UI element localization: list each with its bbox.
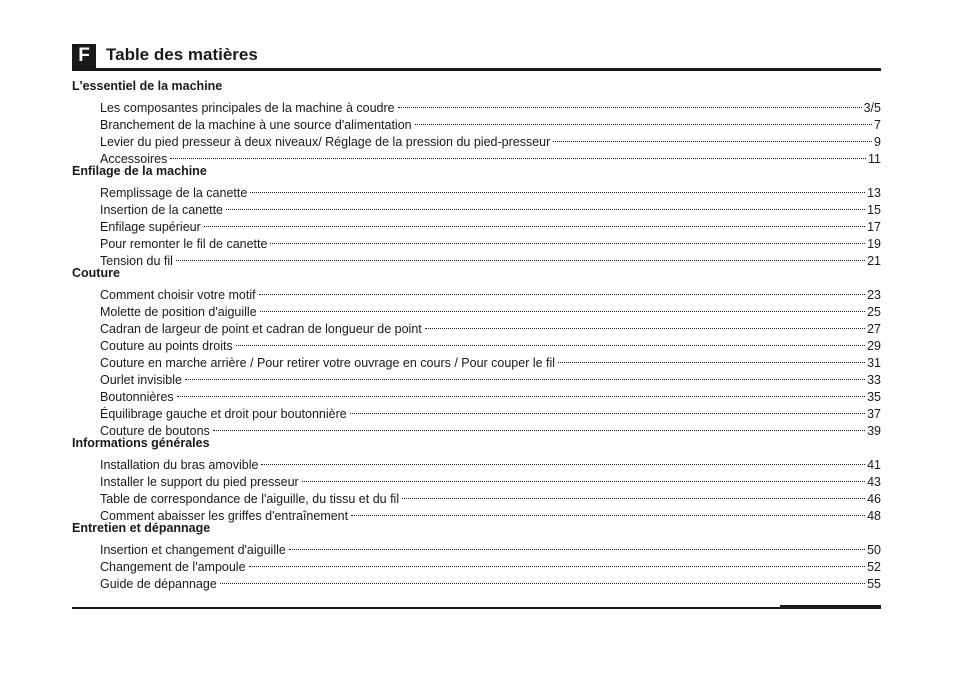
toc-entry-page: 3/5	[863, 101, 881, 115]
dot-leader	[226, 197, 865, 214]
toc-entry-label: Levier du pied presseur à deux niveaux/ Réglage de la pression du pied-presseur	[100, 135, 551, 149]
page-title: Table des matières	[106, 45, 258, 64]
dot-leader	[402, 486, 865, 503]
toc-entry-label: Enfilage supérieur	[100, 220, 201, 234]
dot-leader	[260, 299, 865, 316]
toc-entry-page: 15	[867, 203, 881, 217]
section-heading: L'essentiel de la machine	[72, 79, 223, 93]
toc-entry-label: Couture en marche arrière / Pour retirer votre ouvrage en cours / Pour couper le fil	[100, 356, 556, 370]
dot-leader	[249, 554, 866, 571]
toc-entry-page: 43	[867, 475, 881, 489]
toc-section	[72, 78, 881, 166]
toc-entry-page: 50	[867, 543, 881, 557]
toc-entry-page: 11	[868, 152, 881, 166]
section-heading: Informations générales	[72, 436, 210, 450]
toc-entry-page: 19	[867, 237, 881, 251]
toc-entry-page: 46	[867, 492, 881, 506]
dot-leader	[553, 129, 872, 146]
toc-entry-page: 7	[874, 118, 881, 132]
dot-leader	[302, 469, 865, 486]
toc-entry-page: 31	[867, 356, 881, 370]
toc-entry-page: 9	[874, 135, 881, 149]
toc-entry-label: Accessoires	[100, 152, 168, 166]
dot-leader	[177, 384, 865, 401]
toc-entry-page: 39	[867, 424, 881, 438]
dot-leader	[236, 333, 865, 350]
table-of-contents	[72, 78, 881, 591]
toc-entry-label: Tension du fil	[100, 254, 173, 268]
toc-section	[72, 265, 881, 438]
toc-entry-page: 23	[867, 288, 881, 302]
toc-entry-label: Changement de l'ampoule	[100, 560, 246, 574]
dot-leader	[170, 146, 866, 163]
footer-rule	[72, 607, 881, 609]
toc-entry-page: 37	[867, 407, 881, 421]
toc-entry-label: Ourlet invisible	[100, 373, 182, 387]
toc-entry-label: Guide de dépannage	[100, 577, 217, 591]
dot-leader	[398, 95, 862, 112]
toc-entry-page: 35	[867, 390, 881, 404]
dot-leader	[425, 316, 865, 333]
toc-entry-label: Boutonnières	[100, 390, 174, 404]
toc-entry-label: Couture au points droits	[100, 339, 233, 353]
toc-entry-page: 48	[867, 509, 881, 523]
toc-entry-label: Pour remonter le fil de canette	[100, 237, 268, 251]
toc-entry-label: Remplissage de la canette	[100, 186, 248, 200]
dot-leader	[250, 180, 865, 197]
toc-entry-page: 33	[867, 373, 881, 387]
toc-entry-label: Comment abaisser les griffes d'entraînement	[100, 509, 349, 523]
toc-entry-page: 55	[867, 577, 881, 591]
page-header	[72, 44, 881, 68]
footer-rule-accent	[780, 605, 881, 607]
dot-leader	[351, 503, 865, 520]
toc-section	[72, 520, 881, 591]
dot-leader	[259, 282, 865, 299]
toc-entry-label: Molette de position d'aiguille	[100, 305, 257, 319]
dot-leader	[415, 112, 872, 129]
toc-entry-page: 17	[867, 220, 881, 234]
section-heading: Entretien et dépannage	[72, 521, 211, 535]
dot-leader	[289, 537, 865, 554]
toc-entry-page: 25	[867, 305, 881, 319]
toc-entry-label: Cadran de largeur de point et cadran de longueur de point	[100, 322, 422, 336]
toc-entry-label: Équilibrage gauche et droit pour boutonnière	[100, 407, 347, 421]
toc-entry[interactable]	[72, 95, 881, 115]
toc-entry-label: Comment choisir votre motif	[100, 288, 256, 302]
language-badge: F	[72, 44, 96, 68]
toc-entry-label: Branchement de la machine à une source d'alimentation	[100, 118, 412, 132]
toc-entry-label: Installation du bras amovible	[100, 458, 259, 472]
dot-leader	[185, 367, 865, 384]
section-heading: Couture	[72, 266, 120, 280]
toc-entry[interactable]	[72, 537, 881, 557]
toc-entry[interactable]	[72, 180, 881, 200]
dot-leader	[270, 231, 865, 248]
dot-leader	[213, 418, 865, 435]
header-rule	[72, 68, 881, 71]
dot-leader	[350, 401, 865, 418]
toc-entry-page: 13	[867, 186, 881, 200]
toc-entry-page: 27	[867, 322, 881, 336]
toc-entry[interactable]	[72, 401, 881, 421]
toc-entry-label: Les composantes principales de la machine à coudre	[100, 101, 395, 115]
toc-entry-page: 41	[867, 458, 881, 472]
toc-section	[72, 163, 881, 268]
toc-entry[interactable]	[72, 384, 881, 404]
toc-entry[interactable]	[72, 282, 881, 302]
dot-leader	[176, 248, 865, 265]
toc-entry-page: 52	[867, 560, 881, 574]
dot-leader	[204, 214, 865, 231]
toc-entry[interactable]	[72, 146, 881, 166]
toc-entry-label: Installer le support du pied presseur	[100, 475, 299, 489]
toc-entry[interactable]	[72, 248, 881, 268]
dot-leader	[558, 350, 865, 367]
toc-entry-label: Table de correspondance de l'aiguille, du tissu et du fil	[100, 492, 400, 506]
dot-leader	[261, 452, 865, 469]
toc-entry[interactable]	[72, 452, 881, 472]
section-heading: Enfilage de la machine	[72, 164, 207, 178]
toc-entry-page: 29	[867, 339, 881, 353]
toc-entry-label: Couture de boutons	[100, 424, 210, 438]
toc-entry[interactable]	[72, 367, 881, 387]
toc-entry-page: 21	[867, 254, 881, 268]
dot-leader	[220, 571, 865, 588]
toc-entry-label: Insertion et changement d'aiguille	[100, 543, 286, 557]
toc-section	[72, 435, 881, 523]
toc-entry-label: Insertion de la canette	[100, 203, 223, 217]
